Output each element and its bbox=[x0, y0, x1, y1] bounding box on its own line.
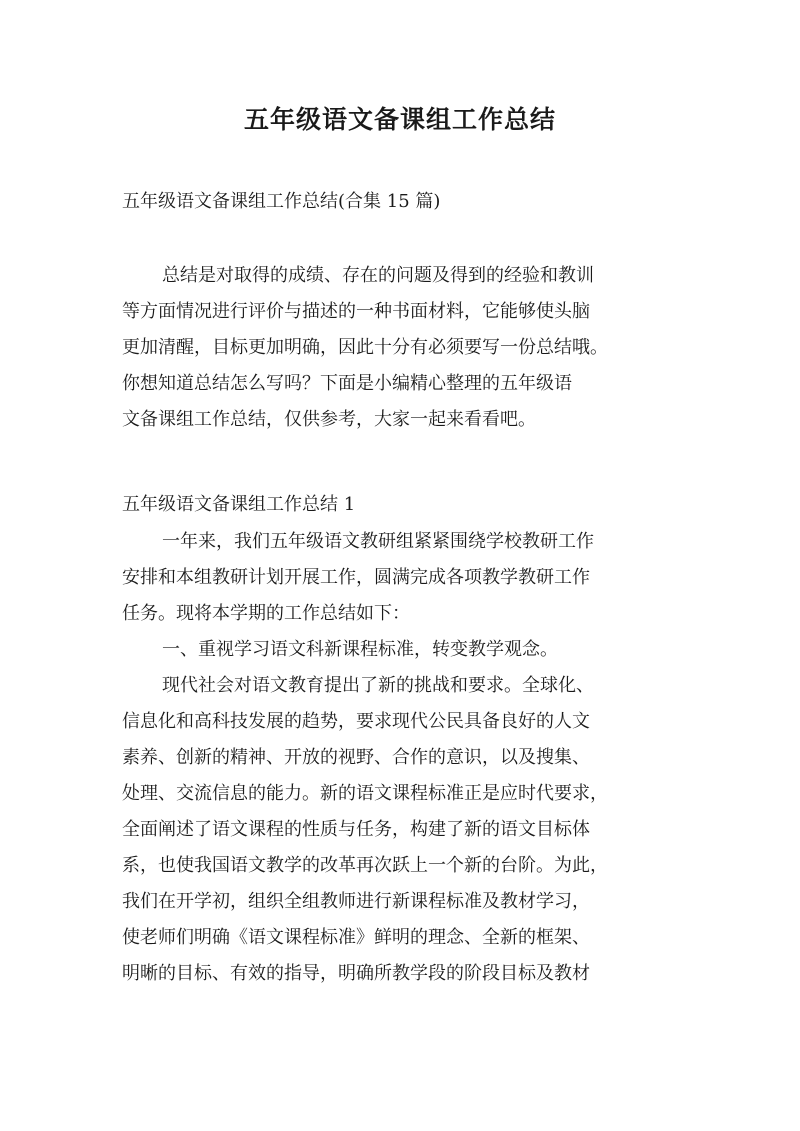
body-line: 一、重视学习语文科新课程标准，转变教学观念。 bbox=[162, 639, 558, 660]
body-line: 处理、交流信息的能力。新的语文课程标准正是应时代要求， bbox=[122, 783, 608, 804]
body-line: 一年来，我们五年级语文教研组紧紧围绕学校教研工作 bbox=[162, 531, 594, 552]
intro-line: 总结是对取得的成绩、存在的问题及得到的经验和教训 bbox=[162, 265, 594, 286]
body-line: 明晰的目标、有效的指导，明确所教学段的阶段目标及教材 bbox=[122, 963, 590, 984]
body-line: 任务。现将本学期的工作总结如下： bbox=[122, 603, 410, 624]
body-line: 素养、创新的精神、开放的视野、合作的意识，以及搜集、 bbox=[122, 747, 590, 768]
intro-line: 等方面情况进行评价与描述的一种书面材料，它能够使头脑 bbox=[122, 301, 590, 322]
body-line: 安排和本组教研计划开展工作，圆满完成各项教学教研工作 bbox=[122, 567, 590, 588]
body-line: 我们在开学初，组织全组教师进行新课程标准及教材学习， bbox=[122, 891, 590, 912]
intro-line: 更加清醒，目标更加明确，因此十分有必须要写一份总结哦。 bbox=[122, 337, 608, 358]
intro-line: 文备课组工作总结，仅供参考，大家一起来看看吧。 bbox=[122, 409, 536, 430]
document-subtitle: 五年级语文备课组工作总结(合集 15 篇) bbox=[122, 191, 441, 212]
page-title: 五年级语文备课组工作总结 bbox=[243, 105, 556, 134]
body-line: 现代社会对语文教育提出了新的挑战和要求。全球化、 bbox=[162, 675, 594, 696]
body-line: 系，也使我国语文教学的改革再次跃上一个新的台阶。为此， bbox=[122, 855, 608, 876]
intro-line: 你想知道总结怎么写吗？下面是小编精心整理的五年级语 bbox=[122, 373, 572, 394]
section-heading: 五年级语文备课组工作总结 1 bbox=[122, 494, 356, 515]
body-line: 使老师们明确《语文课程标准》鲜明的理念、全新的框架、 bbox=[122, 927, 590, 948]
body-line: 信息化和高科技发展的趋势，要求现代公民具备良好的人文 bbox=[122, 711, 590, 732]
body-line: 全面阐述了语文课程的性质与任务，构建了新的语文目标体 bbox=[122, 819, 590, 840]
